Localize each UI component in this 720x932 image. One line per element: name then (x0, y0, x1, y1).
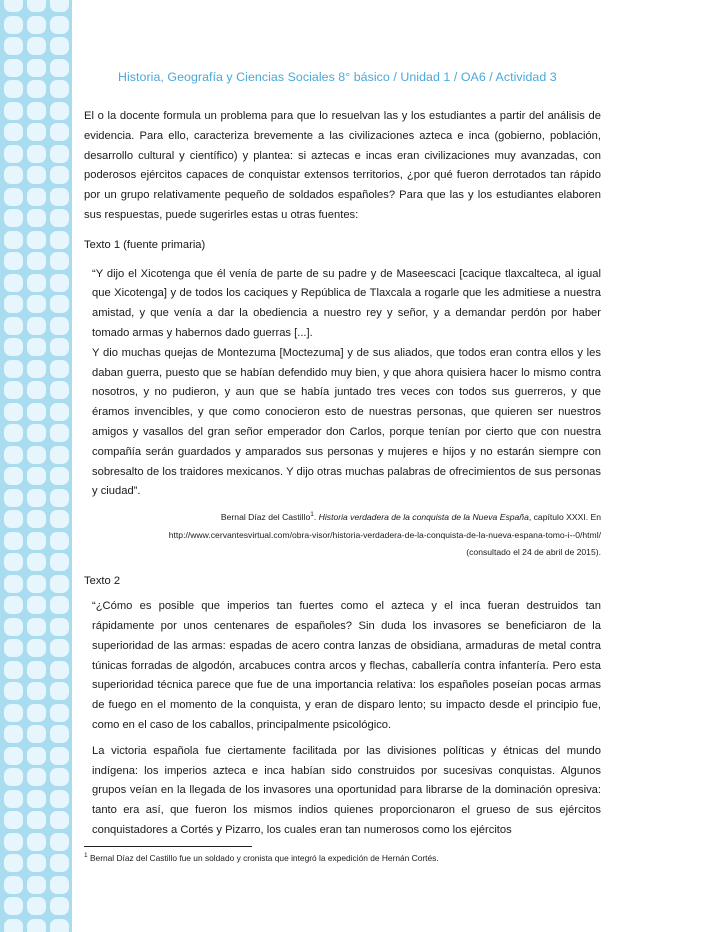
text2-paragraph-1: “¿Cómo es posible que imperios tan fuertes como el azteca y el inca fueran destruidos tan rápidamente por unos centenares de españoles? Sin duda los invasores se beneficiaron de la superioridad de las armas: espadas de acero contra lanzas de obsidiana, armaduras de metal contra túnicas forradas de algodón, arcabuces contra arcos y flechas, caballería contra infantería. Pero esta superioridad técnica parece que fue de una importancia relativa: los españoles poseían pocas armas de fuego en el momento de la conquista, y eran de disparo lento; su impacto desde el principio fue, como en el caso de los caballos, principalmente psicológico. (92, 600, 601, 732)
sidebar-dot (4, 596, 23, 614)
sidebar-dot (27, 403, 46, 421)
cite-url-link[interactable]: http://www.cervantesvirtual.com/obra-visor/historia-verdadera-de-la-conquista-de-la-nueva-espana-tomo-i--0/html/ (168, 529, 601, 540)
sidebar-dot (27, 360, 46, 378)
sidebar-dot (27, 145, 46, 163)
sidebar-dot (4, 661, 23, 679)
sidebar-dot (4, 833, 23, 851)
sidebar-dot (50, 59, 69, 77)
sidebar-dot (50, 768, 69, 786)
sidebar-dot (27, 876, 46, 894)
sidebar-dot (27, 618, 46, 636)
sidebar-dot (27, 510, 46, 528)
sidebar-dot (27, 790, 46, 808)
sidebar-dot (4, 424, 23, 442)
sidebar-dot (50, 0, 69, 12)
sidebar-dot (4, 102, 23, 120)
sidebar-dot (4, 467, 23, 485)
sidebar-dot (50, 596, 69, 614)
sidebar-dot (4, 360, 23, 378)
sidebar-dot (50, 725, 69, 743)
sidebar-dot (27, 295, 46, 313)
footnote-divider (84, 846, 252, 847)
sidebar-dot (27, 446, 46, 464)
sidebar-dot (27, 123, 46, 141)
sidebar-dot (4, 553, 23, 571)
sidebar-dot (4, 274, 23, 292)
footnote (84, 852, 439, 863)
sidebar-dot (27, 16, 46, 34)
sidebar-dot (27, 575, 46, 593)
sidebar-dot (4, 704, 23, 722)
sidebar-dot (27, 854, 46, 872)
sidebar-dot (4, 682, 23, 700)
sidebar-dot (4, 510, 23, 528)
cite-date: (consultado el 24 de abril de 2015). (466, 547, 601, 557)
sidebar-dot (50, 166, 69, 184)
sidebar-dot (4, 876, 23, 894)
sidebar-dot (4, 811, 23, 829)
sidebar-dot (50, 80, 69, 98)
footnote-ref: 1 (310, 511, 314, 519)
sidebar-dot (4, 790, 23, 808)
sidebar-dot (4, 317, 23, 335)
sidebar-dot (4, 0, 23, 12)
sidebar-dot (50, 381, 69, 399)
sidebar-dot (4, 123, 23, 141)
sidebar-dot (50, 919, 69, 932)
sidebar-dot (27, 489, 46, 507)
sidebar-dot (27, 80, 46, 98)
text1-paragraph-1: “Y dijo el Xicotenga que él venía de parte de su padre y de Maseescaci [cacique tlaxcalteca, al igual que Xicotenga] y de todos los caciques y República de Tlaxcala a rogarle que les admitiese a nuestra amistad, y que venía a dar la obediencia a nuestro rey y señor, y a demandar perdón por haber tomado armas y habernos dado guerras [...]. (92, 267, 601, 339)
sidebar-dot (50, 790, 69, 808)
sidebar-dot (27, 919, 46, 932)
sidebar-dot (27, 596, 46, 614)
sidebar-dot (50, 682, 69, 700)
sidebar-dot (4, 338, 23, 356)
sidebar-dot (27, 424, 46, 442)
sidebar-dot (4, 59, 23, 77)
sidebar-dot (50, 424, 69, 442)
sidebar-dot (4, 639, 23, 657)
sidebar-dot (27, 682, 46, 700)
sidebar-dot (27, 0, 46, 12)
sidebar-dot (50, 338, 69, 356)
footnote-number: 1 (84, 852, 88, 859)
sidebar-dot (50, 897, 69, 915)
sidebar-dot (4, 768, 23, 786)
footnote-text: Bernal Díaz del Castillo fue un soldado y cronista que integró la expedición de Hernán Cortés. (89, 852, 439, 863)
sidebar-dot (4, 16, 23, 34)
sidebar-dot (4, 575, 23, 593)
sidebar-dot (27, 639, 46, 657)
sidebar-dot (27, 381, 46, 399)
sidebar-dot (50, 102, 69, 120)
sidebar-dot (4, 446, 23, 464)
sidebar-dot (27, 747, 46, 765)
sidebar-dot (4, 532, 23, 550)
text1-label: Texto 1 (fuente primaria) (84, 238, 206, 251)
sidebar-dot (50, 575, 69, 593)
sidebar-dot (4, 145, 23, 163)
sidebar-dot (4, 381, 23, 399)
sidebar-dot (50, 446, 69, 464)
sidebar-dot (50, 403, 69, 421)
sidebar-dot (4, 747, 23, 765)
sidebar-dot (4, 295, 23, 313)
sidebar-dot (50, 274, 69, 292)
sidebar-dot (27, 59, 46, 77)
sidebar-dot (4, 897, 23, 915)
sidebar-dot (27, 252, 46, 270)
sidebar-dot (4, 403, 23, 421)
sidebar-dot (27, 209, 46, 227)
sidebar-dot (50, 252, 69, 270)
sidebar-dot (4, 489, 23, 507)
sidebar-dot (50, 661, 69, 679)
sidebar-dot (4, 80, 23, 98)
sidebar-dot (50, 209, 69, 227)
sidebar-dot (27, 768, 46, 786)
sidebar-dot (50, 811, 69, 829)
decorative-sidebar (0, 0, 72, 932)
text1-citation: Bernal Díaz del Castillo$^1$. Historia verdadera de la conquista de la Nueva España, capítulo XXXI. En http://www.cervantesvirtual.com/obra-visor/historia-verdadera-de-la-conquista-de-la-nueva-espana-tomo-i--0/html/ (consultado el 24 de abril de 2015). (168, 511, 601, 557)
sidebar-dot (4, 188, 23, 206)
sidebar-dot (50, 510, 69, 528)
sidebar-dot (27, 317, 46, 335)
sidebar-dot (50, 123, 69, 141)
sidebar-dot (50, 360, 69, 378)
sidebar-dot (50, 317, 69, 335)
sidebar-dot (4, 209, 23, 227)
sidebar-dot (27, 833, 46, 851)
sidebar-dot (27, 553, 46, 571)
sidebar-dot (27, 338, 46, 356)
sidebar-dot (50, 231, 69, 249)
sidebar-dot (50, 295, 69, 313)
sidebar-dot (27, 725, 46, 743)
sidebar-dot (27, 102, 46, 120)
sidebar-dot (27, 37, 46, 55)
sidebar-dot (27, 166, 46, 184)
text2-label: Texto 2 (84, 574, 121, 587)
sidebar-dot (27, 231, 46, 249)
text1-paragraph-2: Y dio muchas quejas de Montezuma [Moctezuma] y de sus aliados, que todos eran contra ellos y les daban guerra, puesto que se habían defendido muy bien, y que ahora quisiera hacer lo mismo contra nosotros, y no pudieron, y aun que se había juntado tres veces con todos sus guerreros, y que éramos invencibles, y que como conocieron esto de nuestras personas, que quieren ser nuestros amigos y vasallos del gran señor emperador don Carlos, porque tenían por cierto que con nuestra compañía serán guardados y amparados sus personas y mujeres e hijos y no estarán siempre con sobresalto de los traidores mexicanos. Y dijo otras muchas palabras de ofrecimientos de sus personas y ciudad”. (92, 346, 601, 498)
sidebar-dot (50, 145, 69, 163)
cite-author: Bernal Díaz del Castillo (220, 512, 311, 522)
sidebar-dot (4, 166, 23, 184)
sidebar-dot (27, 704, 46, 722)
sidebar-dot (4, 725, 23, 743)
sidebar-dot (50, 467, 69, 485)
intro-paragraph: El o la docente formula un problema para que lo resuelvan las y los estudiantes a partir del análisis de evidencia. Para ello, caracteriza brevemente a las civilizaciones azteca e inca (gobierno, población, desarrollo cultural y científico) y plantea: si aztecas e incas eran civilizaciones muy avanzadas, con poderosos ejércitos capaces de conquistar extensos territorios, ¿por qué fueron derrotados tan rápido por un grupo relativamente pequeño de soldados españoles? Para que las y los estudiantes elaboren sus respuestas, puede sugerirles estas u otras fuentes: (84, 110, 601, 221)
sidebar-dot (50, 16, 69, 34)
sidebar-dot (50, 532, 69, 550)
sidebar-dot (4, 618, 23, 636)
sidebar-dot (50, 37, 69, 55)
sidebar-dot (27, 188, 46, 206)
sidebar-dot (50, 854, 69, 872)
text2-paragraph-2: La victoria española fue ciertamente facilitada por las divisiones políticas y étnicas del mundo indígena: los imperios azteca e inca habían sido construidos por sucesivas conquistas. Algunos grupos veían en la llegada de los invasores una oportunidad para librarse de la dominación opresiva: tanto era así, que fueron los mismos indios quienes proporcionaron el grueso de sus ejércitos conquistadores a Cortés y Pizarro, los cuales eran tan numerosos como los ejércitos (92, 744, 601, 837)
sidebar-dot (50, 188, 69, 206)
sidebar-dot (4, 231, 23, 249)
sidebar-dot (50, 876, 69, 894)
sidebar-dot (4, 919, 23, 932)
text2-quote (92, 597, 601, 841)
sidebar-dot (50, 833, 69, 851)
cite-rest: , capítulo XXXI. En (528, 512, 601, 522)
sidebar-dot (4, 854, 23, 872)
document-body (84, 107, 601, 841)
text1-quote (92, 265, 601, 562)
sidebar-dot (50, 639, 69, 657)
sidebar-dot (4, 37, 23, 55)
sidebar-dot (27, 467, 46, 485)
sidebar-dot (50, 618, 69, 636)
sidebar-dot (27, 532, 46, 550)
sidebar-dot (27, 274, 46, 292)
sidebar-dot (50, 704, 69, 722)
cite-title: Historia verdadera de la conquista de la Nueva España (318, 512, 529, 522)
sidebar-dot (50, 489, 69, 507)
page-header-title: Historia, Geografía y Ciencias Sociales 8° básico / Unidad 1 / OA6 / Actividad 3 (118, 70, 557, 84)
sidebar-dot (27, 897, 46, 915)
sidebar-dot (4, 252, 23, 270)
sidebar-dot (50, 747, 69, 765)
sidebar-dot (27, 661, 46, 679)
sidebar-dot-pattern (4, 0, 70, 932)
sidebar-dot (27, 811, 46, 829)
sidebar-dot (50, 553, 69, 571)
